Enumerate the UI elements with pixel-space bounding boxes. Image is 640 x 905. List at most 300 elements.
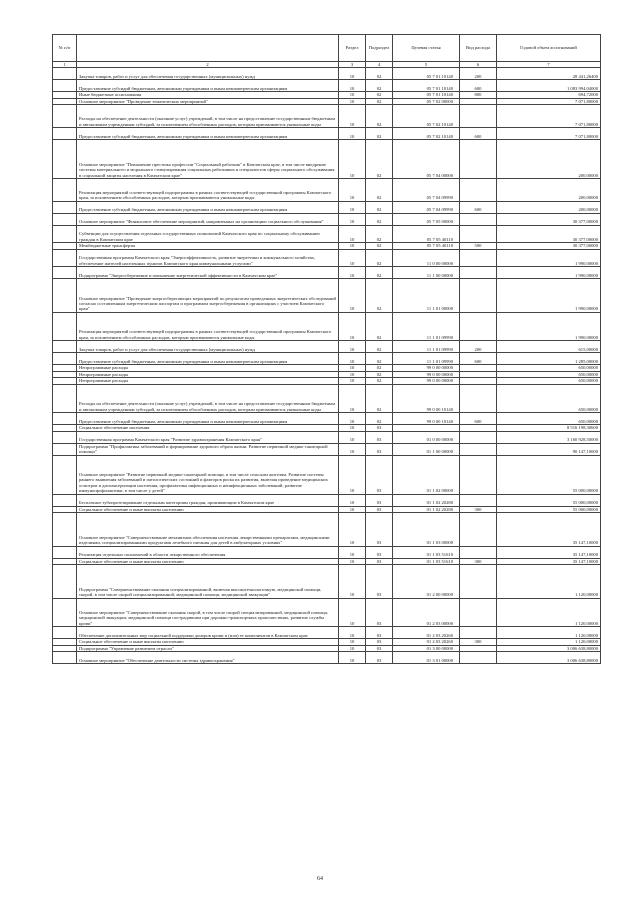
cell-exp-type xyxy=(460,384,497,412)
cell-num xyxy=(53,645,77,652)
cell-amount: 200,00000 xyxy=(497,178,601,201)
cell-num xyxy=(53,565,77,599)
table-row xyxy=(53,364,601,371)
cell-exp-type: 500 xyxy=(460,243,497,250)
cell-num xyxy=(53,80,77,92)
table-row xyxy=(53,443,601,455)
cell-section: 10 xyxy=(339,279,366,313)
cell-name: Расходы на обеспечение деятельности (оказание услуг) учреждений, в том числе на предоставление государственным бюджетным и автономным учреждениям субсидий, за исключением обособленных расходов, которым присваиваются уникальные коды xyxy=(77,105,339,128)
table-row xyxy=(53,384,601,412)
budget-table xyxy=(52,34,601,664)
cell-section: 10 xyxy=(339,565,366,599)
cell-name: Социальное обеспечение населения xyxy=(77,424,339,431)
table-row xyxy=(53,92,601,99)
table-row xyxy=(53,98,601,105)
table-row xyxy=(53,371,601,378)
cell-exp-type xyxy=(460,443,497,455)
cell-subsection: 02 xyxy=(366,92,393,99)
cell-name: Предоставление субсидий бюджетным, автономным учреждениям и иным некоммерческим организациям xyxy=(77,201,339,213)
cell-name: Подпрограмма "Энергосбережение и повышение энергетической эффективности в Камчатском крае" xyxy=(77,267,339,279)
cell-exp-type xyxy=(460,513,497,547)
table-row xyxy=(53,127,601,139)
cell-amount: 30 377,00000 xyxy=(497,225,601,242)
cell-amount: 7 071,80000 xyxy=(497,98,601,105)
cell-subsection: 03 xyxy=(366,652,393,664)
cell-subsection: 02 xyxy=(366,105,393,128)
table-row xyxy=(53,201,601,213)
cell-num xyxy=(53,267,77,279)
cell-num xyxy=(53,443,77,455)
cell-exp-type xyxy=(460,424,497,431)
cell-name: Основное мероприятие "Финансовое обеспечение мероприятий, направленных на организацию социального обслуживания" xyxy=(77,213,339,225)
cell-target: 05 7 01 10140 xyxy=(393,68,460,80)
cell-exp-type xyxy=(460,312,497,340)
cell-target: 01 0 00 00000 xyxy=(393,431,460,443)
cell-target: 99 0 00 10140 xyxy=(393,412,460,424)
cell-amount: 30 377,00000 xyxy=(497,213,601,225)
table-row xyxy=(53,558,601,565)
cell-subsection: 02 xyxy=(366,412,393,424)
cell-exp-type: 600 xyxy=(460,352,497,364)
cell-exp-type xyxy=(460,178,497,201)
cell-section: 10 xyxy=(339,201,366,213)
cell-exp-type xyxy=(460,431,497,443)
cell-target: 99 0 00 00000 xyxy=(393,378,460,385)
col-number: 3 xyxy=(339,62,366,68)
table-row xyxy=(53,424,601,431)
cell-section: 10 xyxy=(339,371,366,378)
cell-amount: 55 000,00000 xyxy=(497,506,601,513)
cell-section: 10 xyxy=(339,98,366,105)
table-row xyxy=(53,645,601,652)
cell-num xyxy=(53,384,77,412)
cell-name: Социальное обеспечение и иные выплаты населению xyxy=(77,506,339,513)
cell-name: Реализация мероприятий соответствующей подпрограммы в рамках соответствующей государственной программы Камчатского края, за исключением обособленных расходов, которым присваиваются уникальные коды xyxy=(77,178,339,201)
cell-num xyxy=(53,92,77,99)
cell-amount: 55 000,00000 xyxy=(497,494,601,506)
cell-section: 10 xyxy=(339,639,366,646)
cell-num xyxy=(53,639,77,646)
cell-num xyxy=(53,243,77,250)
cell-subsection: 03 xyxy=(366,513,393,547)
cell-target: 01 1 03 51610 xyxy=(393,546,460,558)
table-body xyxy=(53,68,601,664)
cell-subsection: 02 xyxy=(366,201,393,213)
cell-subsection: 03 xyxy=(366,558,393,565)
cell-target: 01 3 01 00000 xyxy=(393,652,460,664)
cell-name: Основное мероприятие "Совершенствование механизмов обеспечения населения лекарственными препаратами, медицинскими изделиями, специализированными продуктами лечебного питания для детей в амбулаторных условиях" xyxy=(77,513,339,547)
cell-exp-type xyxy=(460,249,497,266)
cell-num xyxy=(53,249,77,266)
cell-exp-type xyxy=(460,371,497,378)
cell-target: 05 7 01 10140 xyxy=(393,92,460,99)
cell-amount: 200,00000 xyxy=(497,201,601,213)
cell-subsection: 02 xyxy=(366,98,393,105)
cell-subsection: 03 xyxy=(366,565,393,599)
cell-num xyxy=(53,506,77,513)
cell-num xyxy=(53,627,77,639)
cell-target: 99 0 00 00000 xyxy=(393,371,460,378)
cell-name: Иные бюджетные ассигнования xyxy=(77,92,339,99)
table-row xyxy=(53,279,601,313)
cell-name: Непрограммные расходы xyxy=(77,378,339,385)
cell-exp-type xyxy=(460,627,497,639)
cell-amount: 1 285,00000 xyxy=(497,352,601,364)
cell-num xyxy=(53,312,77,340)
header-amount: Годовой объем ассигнований xyxy=(497,35,601,62)
cell-num xyxy=(53,352,77,364)
col-number: 7 xyxy=(497,62,601,68)
cell-target: 05 7 05 40110 xyxy=(393,243,460,250)
cell-amount: 1 990,00000 xyxy=(497,249,601,266)
cell-section: 10 xyxy=(339,424,366,431)
cell-exp-type: 600 xyxy=(460,201,497,213)
cell-amount: 1 120,00000 xyxy=(497,565,601,599)
cell-section: 10 xyxy=(339,494,366,506)
col-number: 6 xyxy=(460,62,497,68)
cell-exp-type: 600 xyxy=(460,80,497,92)
cell-name: Основное мероприятие "Проведение тематических мероприятий" xyxy=(77,98,339,105)
cell-subsection: 02 xyxy=(366,267,393,279)
header-name xyxy=(77,35,339,62)
cell-num xyxy=(53,127,77,139)
cell-exp-type xyxy=(460,139,497,178)
cell-exp-type: 300 xyxy=(460,506,497,513)
cell-section: 10 xyxy=(339,412,366,424)
cell-name: Непрограммные расходы xyxy=(77,364,339,371)
cell-target: 01 3 00 00000 xyxy=(393,645,460,652)
cell-target: 11 1 00 00000 xyxy=(393,267,460,279)
cell-num xyxy=(53,225,77,242)
table-row xyxy=(53,506,601,513)
cell-section: 10 xyxy=(339,506,366,513)
cell-section: 10 xyxy=(339,443,366,455)
cell-section: 10 xyxy=(339,213,366,225)
cell-num xyxy=(53,378,77,385)
table-row xyxy=(53,565,601,599)
cell-amount: 650,00000 xyxy=(497,371,601,378)
cell-exp-type xyxy=(460,645,497,652)
cell-target: 05 7 02 00000 xyxy=(393,98,460,105)
cell-name: Субвенции для осуществления отдельных государственных полномочий Камчатского края по социальному обслуживанию граждан в Камчатском крае xyxy=(77,225,339,242)
cell-section: 10 xyxy=(339,243,366,250)
cell-target: 05 7 05 40110 xyxy=(393,225,460,242)
cell-amount: 90 147,10000 xyxy=(497,443,601,455)
cell-section: 10 xyxy=(339,178,366,201)
cell-name: Бесплатное зубопротезирование отдельным категориям граждан, проживающим в Камчатском крае xyxy=(77,494,339,506)
cell-amount: 8 516 198,30600 xyxy=(497,424,601,431)
cell-subsection: 02 xyxy=(366,312,393,340)
cell-name: Подпрограмма "Профилактика заболеваний и формирование здорового образа жизни. Развитие первичной медико-санитарной помощи" xyxy=(77,443,339,455)
cell-num xyxy=(53,412,77,424)
cell-exp-type xyxy=(460,598,497,626)
cell-name: Межбюджетные трансферты xyxy=(77,243,339,250)
cell-amount: 30 377,00000 xyxy=(497,243,601,250)
cell-amount: 3 006 638,80000 xyxy=(497,645,601,652)
cell-exp-type xyxy=(460,213,497,225)
cell-target: 01 1 00 00000 xyxy=(393,443,460,455)
cell-section: 10 xyxy=(339,68,366,80)
cell-exp-type xyxy=(460,652,497,664)
cell-section: 10 xyxy=(339,627,366,639)
cell-subsection: 02 xyxy=(366,68,393,80)
cell-section: 10 xyxy=(339,267,366,279)
table-row xyxy=(53,494,601,506)
cell-section: 10 xyxy=(339,546,366,558)
cell-target: 99 0 00 10140 xyxy=(393,384,460,412)
table-row xyxy=(53,378,601,385)
table-row xyxy=(53,139,601,178)
cell-amount: 35 147,10000 xyxy=(497,558,601,565)
header-exp-type: Вид расхода xyxy=(460,35,497,62)
cell-section: 10 xyxy=(339,431,366,443)
cell-subsection: 03 xyxy=(366,455,393,494)
cell-subsection: 02 xyxy=(366,340,393,352)
table-row xyxy=(53,243,601,250)
cell-subsection: 03 xyxy=(366,645,393,652)
cell-num xyxy=(53,431,77,443)
page-number: 64 xyxy=(317,876,323,882)
cell-section: 10 xyxy=(339,455,366,494)
cell-amount: 650,00000 xyxy=(497,384,601,412)
cell-target: 11 0 00 00000 xyxy=(393,249,460,266)
col-number: 4 xyxy=(366,62,393,68)
cell-amount: 694,72000 xyxy=(497,92,601,99)
cell-target: 11 1 01 09990 xyxy=(393,340,460,352)
table-row xyxy=(53,546,601,558)
cell-num xyxy=(53,139,77,178)
cell-num xyxy=(53,105,77,128)
col-number: 2 xyxy=(77,62,339,68)
cell-name: Социальное обеспечение и иные выплаты населению xyxy=(77,558,339,565)
table-row xyxy=(53,80,601,92)
cell-section: 10 xyxy=(339,378,366,385)
cell-exp-type xyxy=(460,546,497,558)
table-row xyxy=(53,352,601,364)
cell-amount: 1 990,00000 xyxy=(497,279,601,313)
cell-subsection: 03 xyxy=(366,598,393,626)
table-row xyxy=(53,249,601,266)
cell-num xyxy=(53,513,77,547)
cell-section: 10 xyxy=(339,364,366,371)
cell-amount: 615,00000 xyxy=(497,340,601,352)
cell-exp-type xyxy=(460,378,497,385)
cell-subsection: 02 xyxy=(366,243,393,250)
cell-amount: 1 990,00000 xyxy=(497,267,601,279)
cell-subsection: 03 xyxy=(366,546,393,558)
cell-name: Государственная программа Камчатского края "Развитие здравоохранения Камчатского края" xyxy=(77,431,339,443)
cell-name: Социальное обеспечение и иные выплаты населению xyxy=(77,639,339,646)
cell-num xyxy=(53,98,77,105)
cell-section: 10 xyxy=(339,92,366,99)
table-row xyxy=(53,627,601,639)
cell-name: Основное мероприятие "Проведение энергосберегающих мероприятий по результатам проведенных энергетических обследований согласно составленным энергетическим паспортам и программам энергосбережения в организациях с участием Камчатского края" xyxy=(77,279,339,313)
cell-num xyxy=(53,213,77,225)
cell-amount: 3 160 928,50000 xyxy=(497,431,601,443)
cell-target: 05 7 04 00000 xyxy=(393,139,460,178)
cell-subsection: 02 xyxy=(366,139,393,178)
cell-amount: 35 147,10000 xyxy=(497,546,601,558)
table-row xyxy=(53,213,601,225)
cell-target: 01 1 03 51610 xyxy=(393,558,460,565)
cell-subsection: 02 xyxy=(366,80,393,92)
cell-target: 05 7 04 09990 xyxy=(393,178,460,201)
cell-name: Предоставление субсидий бюджетным, автономным учреждениям и иным некоммерческим организациям xyxy=(77,127,339,139)
cell-amount: 3 006 638,80000 xyxy=(497,652,601,664)
cell-section: 10 xyxy=(339,105,366,128)
cell-exp-type: 200 xyxy=(460,68,497,80)
cell-subsection: 03 xyxy=(366,627,393,639)
cell-subsection: 03 xyxy=(366,424,393,431)
cell-name: Реализация отдельных полномочий в области лекарственного обеспечения xyxy=(77,546,339,558)
cell-exp-type xyxy=(460,364,497,371)
cell-section: 10 xyxy=(339,225,366,242)
cell-target: 01 2 03 20260 xyxy=(393,627,460,639)
cell-exp-type xyxy=(460,494,497,506)
cell-name: Расходы на обеспечение деятельности (оказание услуг) учреждений, в том числе на предоставление государственным бюджетным и автономным учреждениям субсидий, за исключением обособленных расходов, которым присваиваются уникальные коды xyxy=(77,384,339,412)
cell-section: 10 xyxy=(339,312,366,340)
cell-num xyxy=(53,598,77,626)
cell-target: 01 2 03 20260 xyxy=(393,639,460,646)
cell-num xyxy=(53,558,77,565)
cell-subsection: 02 xyxy=(366,384,393,412)
cell-exp-type: 800 xyxy=(460,92,497,99)
cell-section: 10 xyxy=(339,352,366,364)
cell-section: 10 xyxy=(339,652,366,664)
table-row xyxy=(53,431,601,443)
cell-exp-type xyxy=(460,565,497,599)
table-row xyxy=(53,639,601,646)
cell-exp-type xyxy=(460,279,497,313)
cell-target xyxy=(393,424,460,431)
header-target: Целевая статья xyxy=(393,35,460,62)
table-row xyxy=(53,513,601,547)
table-row xyxy=(53,225,601,242)
cell-name: Закупка товаров, работ и услуг для обеспечения государственных (муниципальных) нужд xyxy=(77,68,339,80)
cell-num xyxy=(53,340,77,352)
cell-target: 05 7 01 10140 xyxy=(393,80,460,92)
cell-exp-type: 200 xyxy=(460,340,497,352)
cell-name: Государственная программа Камчатского края "Энергоэффективность, развитие энергетики и коммунального хозяйства, обеспечение жителей населенных пунктов Камчатского края коммунальными услугами" xyxy=(77,249,339,266)
cell-subsection: 02 xyxy=(366,249,393,266)
cell-exp-type xyxy=(460,105,497,128)
cell-num xyxy=(53,201,77,213)
cell-exp-type: 600 xyxy=(460,127,497,139)
cell-name: Основное мероприятие "Совершенствование оказания скорой, в том числе скорой специализированной, медицинской помощи, медицинской эвакуации, медицинской помощи пострадавшим при дорожно-транспортных происшествиях, развитие службы крови" xyxy=(77,598,339,626)
cell-section: 10 xyxy=(339,139,366,178)
cell-subsection: 03 xyxy=(366,431,393,443)
cell-name: Непрограммные расходы xyxy=(77,371,339,378)
cell-target: 11 1 01 00000 xyxy=(393,279,460,313)
cell-subsection: 02 xyxy=(366,378,393,385)
cell-subsection: 02 xyxy=(366,213,393,225)
cell-exp-type xyxy=(460,98,497,105)
cell-exp-type xyxy=(460,267,497,279)
cell-amount: 1 120,00000 xyxy=(497,639,601,646)
table-row xyxy=(53,455,601,494)
table-row xyxy=(53,178,601,201)
cell-num xyxy=(53,494,77,506)
cell-target: 01 2 03 00000 xyxy=(393,598,460,626)
cell-name: Реализация мероприятий соответствующей подпрограммы в рамках соответствующей государственной программы Камчатского края, за исключением обособленных расходов, которым присваиваются уникальные коды xyxy=(77,312,339,340)
header-num: № п/п xyxy=(53,35,77,62)
cell-num xyxy=(53,652,77,664)
cell-name: Предоставление субсидий бюджетным, автономным учреждениям и иным некоммерческим организациям xyxy=(77,80,339,92)
cell-exp-type: 300 xyxy=(460,558,497,565)
cell-name: Основное мероприятие "Повышение престижа профессии "Социальный работник" в Камчатском крае, в том числе внедрение системы материального и морального стимулирования социальных работников и специалистов сферы социального обслуживания в социальной защиты населения в Камчатском крае" xyxy=(77,139,339,178)
cell-exp-type xyxy=(460,225,497,242)
cell-num xyxy=(53,178,77,201)
cell-subsection: 02 xyxy=(366,127,393,139)
cell-exp-type: 600 xyxy=(460,412,497,424)
cell-name: Предоставление субсидий бюджетным, автономным учреждениям и иным некоммерческим организациям xyxy=(77,412,339,424)
cell-subsection: 02 xyxy=(366,225,393,242)
cell-target: 01 1 03 00000 xyxy=(393,513,460,547)
cell-amount: 55 000,00000 xyxy=(497,455,601,494)
table-row xyxy=(53,105,601,128)
cell-amount: 650,00000 xyxy=(497,378,601,385)
cell-num xyxy=(53,546,77,558)
cell-subsection: 03 xyxy=(366,639,393,646)
cell-target: 01 1 02 20280 xyxy=(393,506,460,513)
table-header xyxy=(53,35,601,68)
cell-section: 10 xyxy=(339,513,366,547)
cell-target: 01 1 02 00000 xyxy=(393,455,460,494)
header-subsection: Подраздел xyxy=(366,35,393,62)
cell-amount: 1 990,00000 xyxy=(497,312,601,340)
cell-target: 11 1 01 09990 xyxy=(393,312,460,340)
cell-num xyxy=(53,424,77,431)
cell-name: Предоставление субсидий бюджетным, автономным учреждениям и иным некоммерческим организациям xyxy=(77,352,339,364)
cell-subsection: 02 xyxy=(366,371,393,378)
cell-subsection: 02 xyxy=(366,279,393,313)
table-row xyxy=(53,652,601,664)
cell-amount: 200,00000 xyxy=(497,139,601,178)
cell-amount: 7 071,80000 xyxy=(497,105,601,128)
cell-target: 05 7 04 09990 xyxy=(393,201,460,213)
col-number: 1 xyxy=(53,62,77,68)
cell-amount: 28 441,26400 xyxy=(497,68,601,80)
cell-section: 10 xyxy=(339,558,366,565)
cell-name: Основное мероприятие "Обеспечение деятельности системы здравоохранения" xyxy=(77,652,339,664)
cell-name: Основное мероприятие "Развитие первичной медико-санитарной помощи, в том числе сельским жителям. Развитие системы раннего выявления заболеваний и патологических состояний и факторов риска их развития, включая проведение медицинских осмотров и диспансеризации населения, профилактика инфекционных и неинфекционных заболеваний, развитие иммунопрофилактики, в том числе у детей" xyxy=(77,455,339,494)
cell-name: Закупка товаров, работ и услуг для обеспечения государственных (муниципальных) нужд xyxy=(77,340,339,352)
cell-subsection: 02 xyxy=(366,352,393,364)
cell-target: 01 2 00 00000 xyxy=(393,565,460,599)
cell-amount: 1 083 994,04000 xyxy=(497,80,601,92)
cell-name: Подпрограмма "Совершенствование оказания специализированной, включая высокотехнологичную, медицинской помощи, скорой, в том числе скорой специализированной, медицинской помощи, медицинской эвакуации" xyxy=(77,565,339,599)
cell-num xyxy=(53,371,77,378)
col-number: 5 xyxy=(393,62,460,68)
cell-section: 10 xyxy=(339,80,366,92)
cell-num xyxy=(53,279,77,313)
cell-target: 05 7 02 10140 xyxy=(393,127,460,139)
cell-name: Подпрограмма "Управление развитием отрасли" xyxy=(77,645,339,652)
cell-target: 11 1 01 09990 xyxy=(393,352,460,364)
cell-subsection: 02 xyxy=(366,178,393,201)
header-section: Раздел xyxy=(339,35,366,62)
table-row xyxy=(53,68,601,80)
cell-exp-type: 300 xyxy=(460,639,497,646)
cell-num xyxy=(53,455,77,494)
cell-target: 05 7 05 00000 xyxy=(393,213,460,225)
cell-amount: 650,00000 xyxy=(497,412,601,424)
cell-amount: 1 120,00000 xyxy=(497,598,601,626)
cell-num xyxy=(53,364,77,371)
cell-name: Обеспечение дополнительных мер социальной поддержки доноров крови и (или) ее компонентов в Камчатском крае xyxy=(77,627,339,639)
cell-amount: 650,00000 xyxy=(497,364,601,371)
cell-section: 10 xyxy=(339,645,366,652)
